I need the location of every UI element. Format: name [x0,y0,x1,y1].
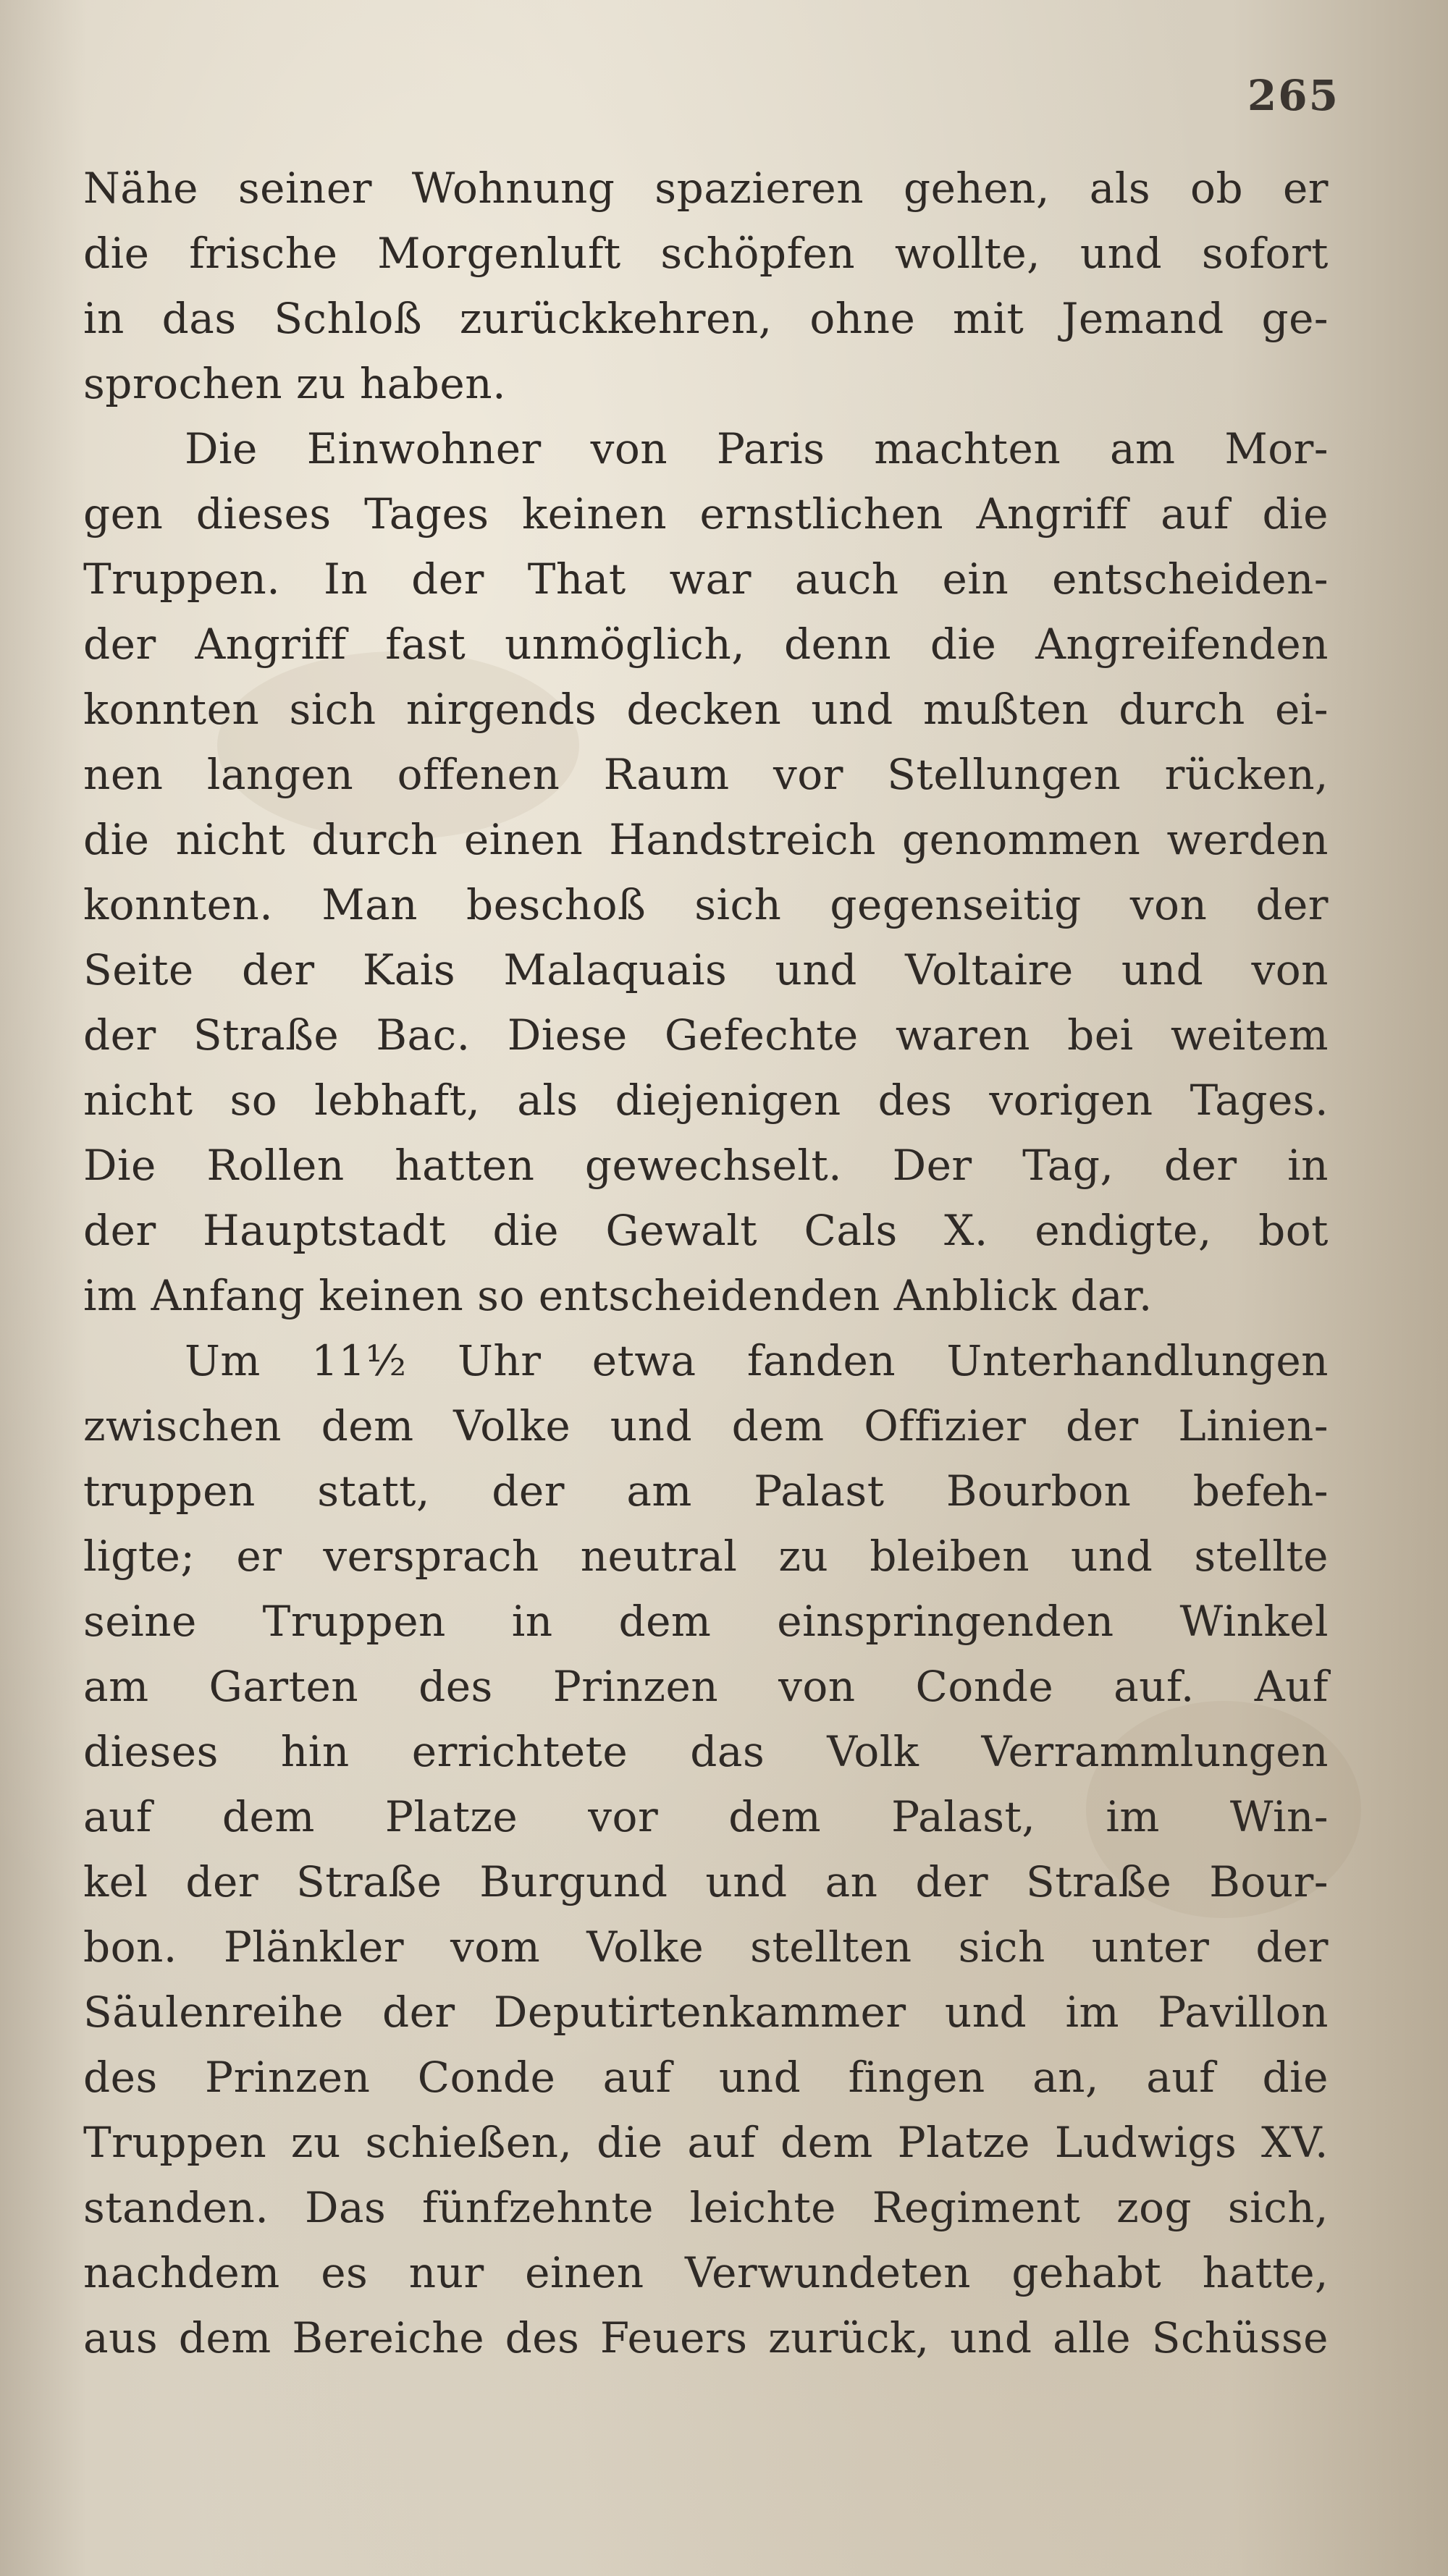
text-line: Nähe seiner Wohnung spazieren gehen, als ob er [83,164,1329,213]
text-line: der Angriff fast unmöglich, denn die Angreifenden [83,620,1329,669]
text-line: am Garten des Prinzen von Conde auf. Auf [83,1662,1329,1711]
text-line: sprochen zu haben. [83,359,507,408]
text-line: konnten sich nirgends decken und mußten durch ei- [83,685,1329,734]
text-line: gen dieses Tages keinen ernstlichen Angriff auf die [83,489,1329,539]
text-line: zwischen dem Volke und dem Offizier der Linien- [83,1401,1329,1450]
text-line: ligte; er versprach neutral zu bleiben und stellte [83,1532,1329,1581]
text-line: nachdem es nur einen Verwundeten gehabt hatte, [83,2248,1329,2297]
text-line: Seite der Kais Malaquais und Voltaire und von [83,945,1329,994]
text-line: kel der Straße Burgund und an der Straße Bour- [83,1857,1329,1906]
text-line: Truppen. In der That war auch ein entscheiden- [83,554,1329,604]
text-line: dieses hin errichtete das Volk Verrammlungen [83,1727,1329,1776]
text-line: Um 11½ Uhr etwa fanden Unterhandlungen [185,1336,1329,1385]
text-line: aus dem Bereiche des Feuers zurück, und alle Schüsse [83,2313,1329,2362]
text-line: der Hauptstadt die Gewalt Cals X. endigte, bot [83,1206,1329,1255]
text-line: Truppen zu schießen, die auf dem Platze Ludwigs XV. [83,2118,1329,2167]
text-line: der Straße Bac. Diese Gefechte waren bei weitem [83,1010,1329,1060]
text-line: konnten. Man beschoß sich gegenseitig von der [83,880,1329,929]
text-line: Säulenreihe der Deputirtenkammer und im Pavillon [83,1988,1329,2037]
text-line: die nicht durch einen Handstreich genommen werden [83,815,1329,864]
text-line: in das Schloß zurückkehren, ohne mit Jemand ge- [83,294,1329,343]
text-line: bon. Plänkler vom Volke stellten sich unter der [83,1922,1329,1972]
text-line: Die Rollen hatten gewechselt. Der Tag, der in [83,1141,1329,1190]
text-line: truppen statt, der am Palast Bourbon befeh- [83,1466,1329,1516]
text-line: seine Truppen in dem einspringenden Winkel [83,1597,1329,1646]
text-line: im Anfang keinen so entscheidenden Anblick dar. [83,1271,1153,1320]
text-line: nicht so lebhaft, als diejenigen des vorigen Tages. [83,1076,1329,1125]
text-line: die frische Morgenluft schöpfen wollte, und sofort [83,229,1329,278]
text-line: nen langen offenen Raum vor Stellungen rücken, [83,750,1329,799]
text-line: des Prinzen Conde auf und fingen an, auf die [83,2053,1329,2102]
text-line: Die Einwohner von Paris machten am Mor- [185,424,1329,473]
page-number: 265 [1247,71,1339,120]
text-line: auf dem Platze vor dem Palast, im Win- [83,1792,1329,1841]
text-line: standen. Das fünfzehnte leichte Regiment zog sich, [83,2183,1329,2232]
body-text [83,156,1329,2370]
